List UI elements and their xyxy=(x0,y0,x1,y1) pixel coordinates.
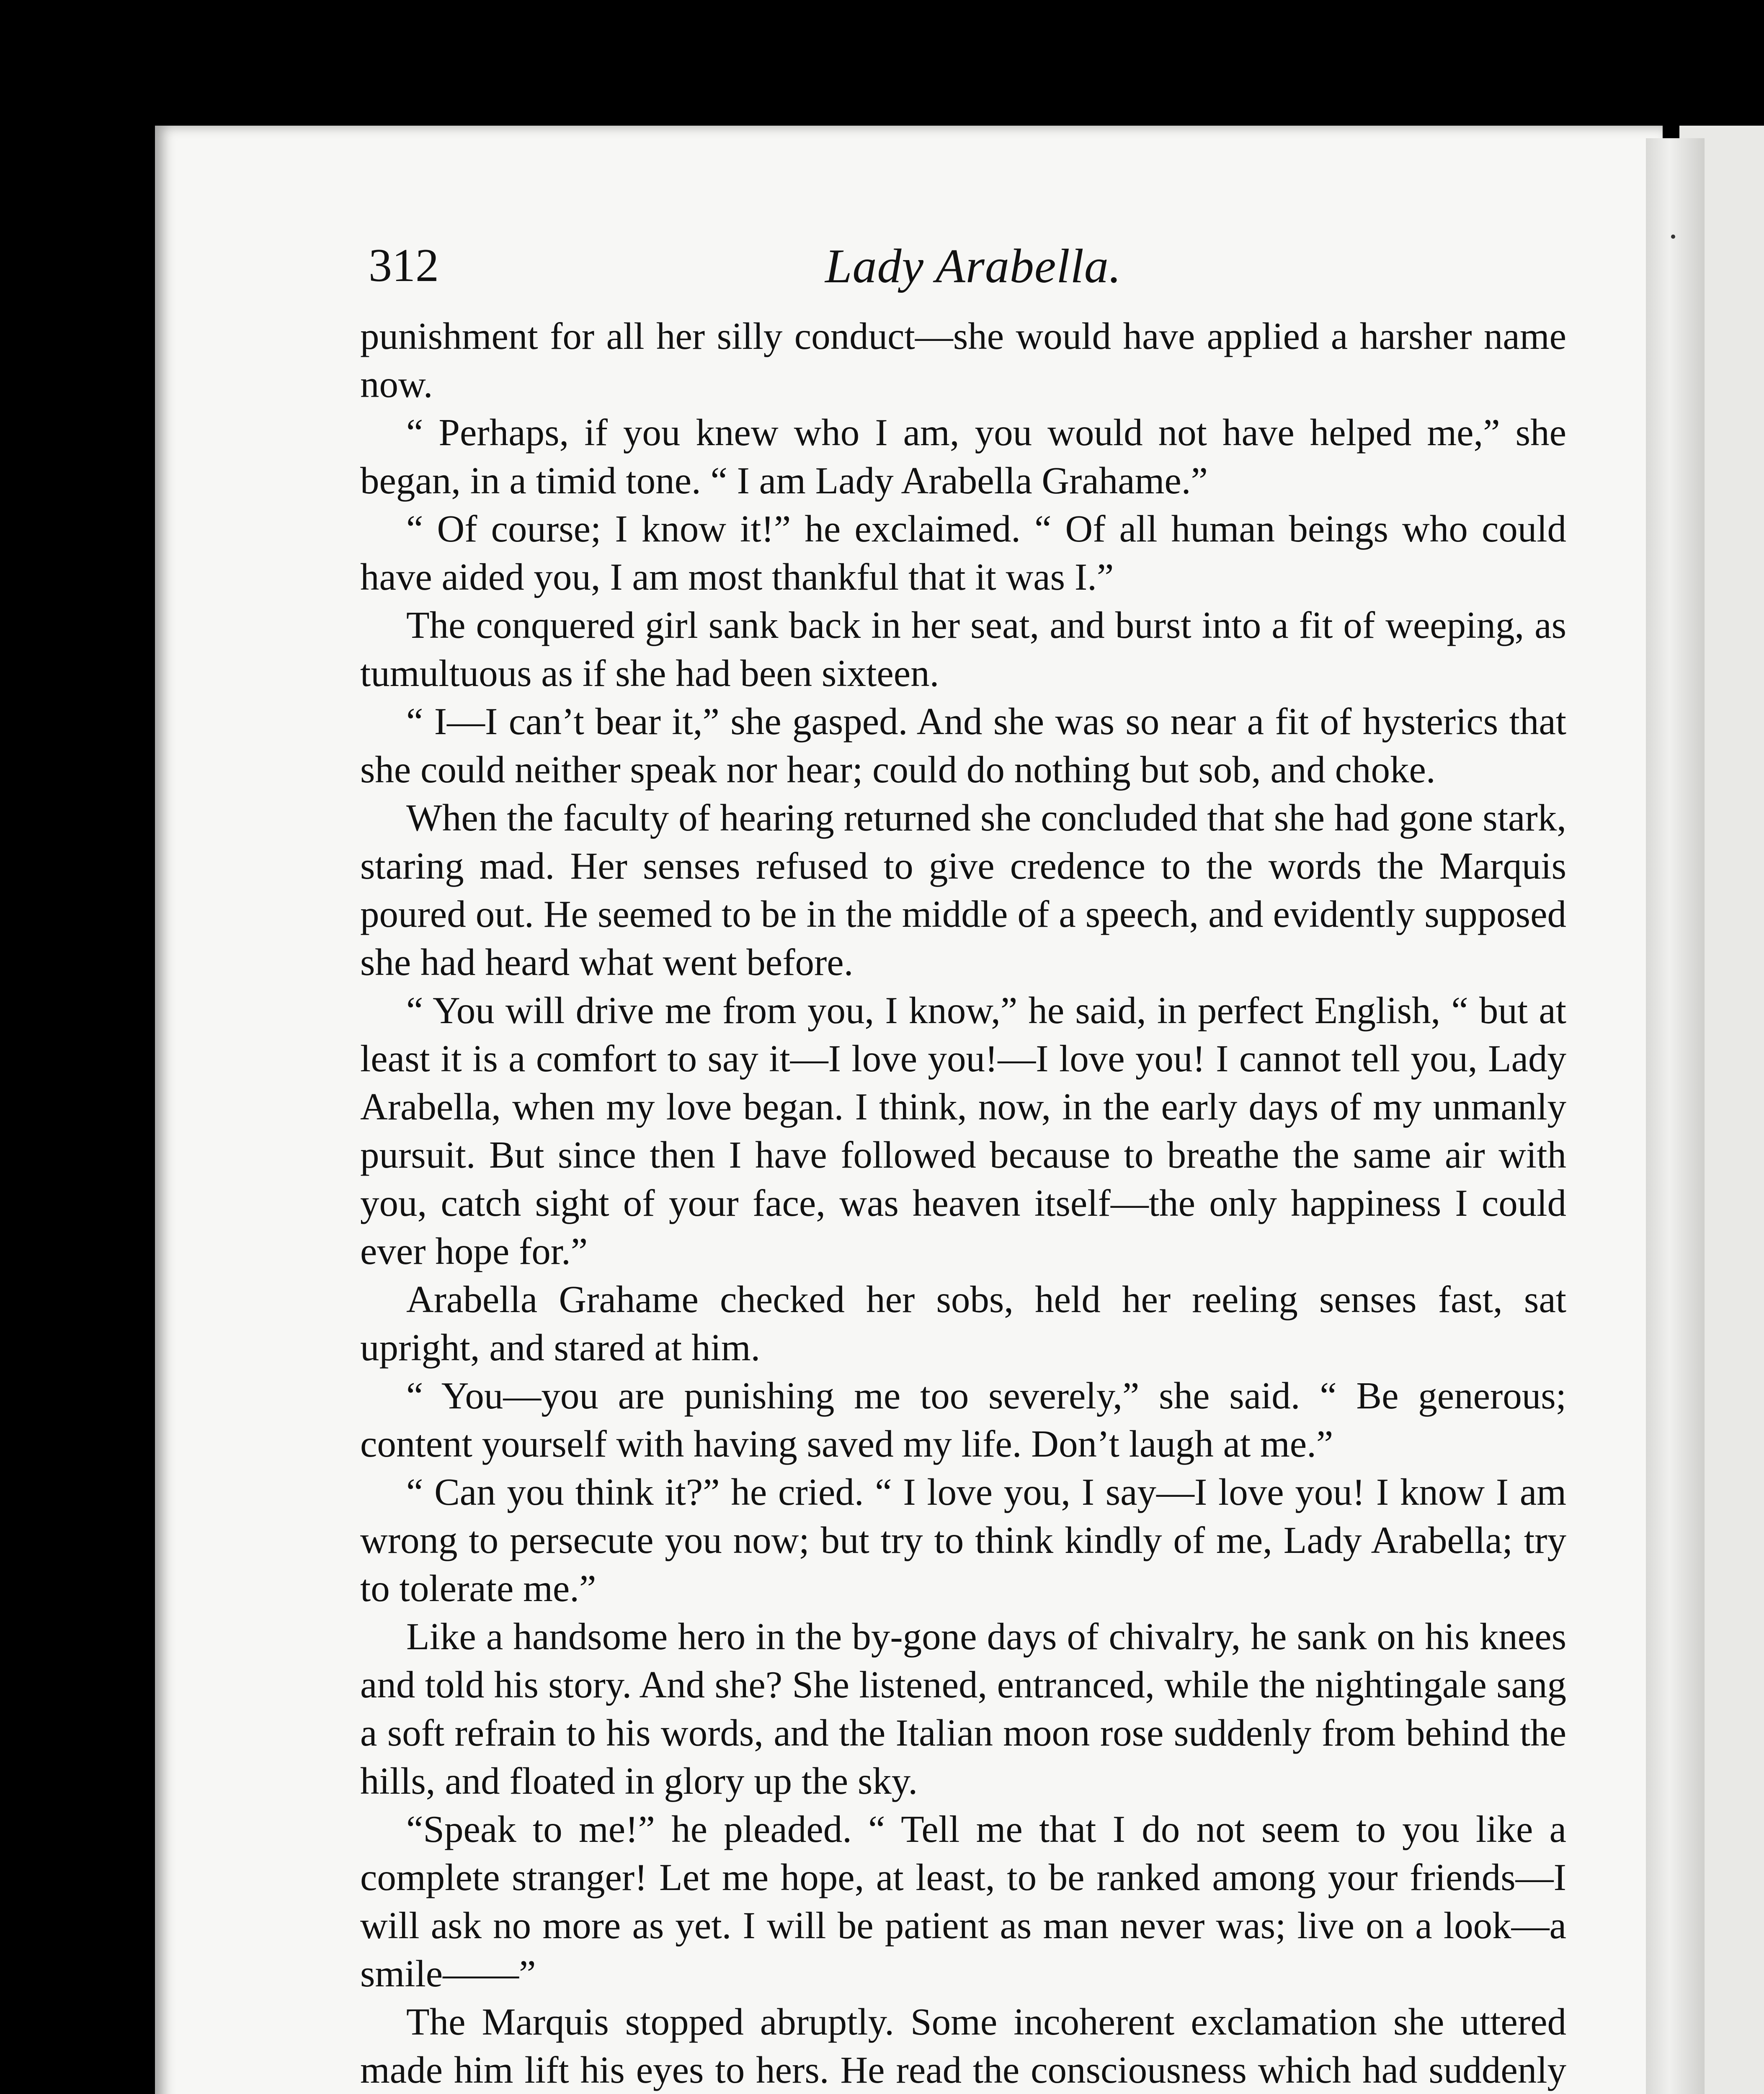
paragraph: Like a handsome hero in the by-gone days of chivalry, he sank on his knees and told his story. And she? She listened, entranced, while the nightingale sang a soft refrain to his words, and the Italian moon rose suddenly from behind the hills, and floated in glory up the sky. xyxy=(360,1615,1566,1802)
running-title: Lady Arabella. xyxy=(825,240,1122,293)
paragraph: The Marquis stopped abruptly. Some incoherent exclamation she uttered made him lift his eyes to hers. He read the consciousness which had suddenly xyxy=(360,2001,1566,2091)
paragraph: “ You will drive me from you, I know,” he said, in perfect English, “ but at least it is a comfort to say it—I love you!—I love you! I cannot tell you, Lady Arabella, when my love began. I think, now, in the early days of my unmanly pursuit. But since then I have followed because to breathe the same air with you, catch sight of your face, was heaven itself—the only happiness I could ever hope for.” xyxy=(360,989,1566,1272)
paragraph: “Speak to me!” he pleaded. “ Tell me that I do not seem to you like a complete stranger! Let me hope, at least, to be ranked among your friends—I will ask no more as yet. I will be patient as man never was; live on a look—a smile——” xyxy=(360,1808,1566,1995)
paragraph: “ I—I can’t bear it,” she gasped. And she was so near a fit of hysterics that she could neither speak nor hear; could do nothing but sob, and choke. xyxy=(360,700,1566,791)
paragraph: Arabella Grahame checked her sobs, held her reeling senses fast, sat upright, and stared at him. xyxy=(360,1278,1566,1369)
paragraph: “ You—you are punishing me too severely,” she said. “ Be generous; content yourself with having saved my life. Don’t laugh at me.” xyxy=(360,1375,1566,1465)
paragraph: When the faculty of hearing returned she concluded that she had gone stark, staring mad. Her senses refused to give credence to the words the Marquis poured out. He seemed to be in the middle of a speech, and evidently supposed she had heard what went before. xyxy=(360,797,1566,983)
paragraph: “ Of course; I know it!” he exclaimed. “ Of all human beings who could have aided you, I am most thankful that it was I.” xyxy=(360,508,1566,598)
paragraph: The conquered girl sank back in her seat, and burst into a fit of weeping, as tumultuous as if she had been sixteen. xyxy=(360,604,1566,694)
paragraph: punishment for all her silly conduct—she would have applied a harsher name now. xyxy=(360,315,1566,405)
paragraph: “ Perhaps, if you knew who I am, you would not have helped me,” she began, in a timid tone. “ I am Lady Arabella Grahame.” xyxy=(360,411,1566,502)
page-gutter-shadow xyxy=(1646,138,1705,2094)
page-number: 312 xyxy=(369,240,439,291)
body-text xyxy=(360,312,1566,2094)
paragraph: “ Can you think it?” he cried. “ I love you, I say—I love you! I know I am wrong to persecute you now; but try to think kindly of me, Lady Arabella; try to tolerate me.” xyxy=(360,1471,1566,1609)
scan-speck xyxy=(1671,235,1675,239)
page-header xyxy=(369,239,1575,302)
